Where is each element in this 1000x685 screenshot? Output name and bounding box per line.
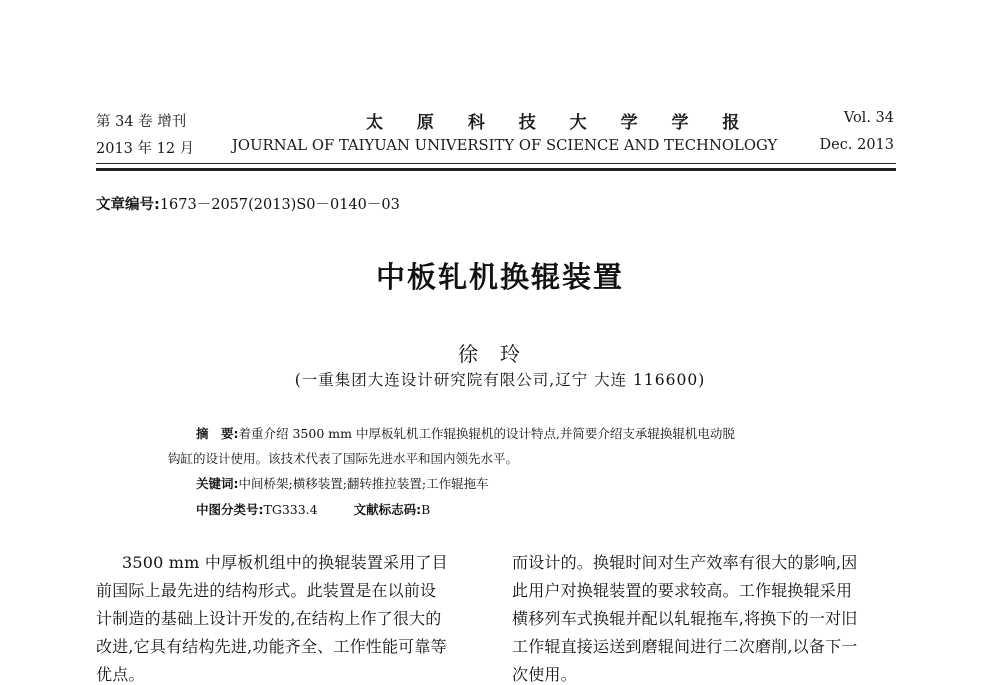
body-right-line-3: 横移列车式换辊并配以轧辊拖车,将换下的一对旧 <box>512 609 858 628</box>
journal-name-en: JOURNAL OF TAIYUAN UNIVERSITY OF SCIENCE AND TECHNOLOGY <box>232 137 778 154</box>
body-right-line-1: 而设计的。换辊时间对生产效率有很大的影响,因 <box>512 553 858 572</box>
article-number <box>96 193 400 214</box>
body-left-line-3: 计制造的基础上设计开发的,在结构上作了很大的 <box>96 609 442 628</box>
classification-value: TG333.4 <box>263 502 318 517</box>
keywords-value: 中间桥架;横移装置;翻转推拉装置;工作辊拖车 <box>238 476 489 491</box>
abstract-label: 摘 要: <box>196 426 239 441</box>
body-left-line-2: 前国际上最先进的结构形式。此装置是在以前设 <box>96 581 437 600</box>
classification-label: 中图分类号: <box>196 502 264 517</box>
body-right-line-5: 次使用。 <box>512 665 577 684</box>
abstract-line-1 <box>196 424 735 442</box>
header-rule-thin <box>96 163 896 164</box>
date-en: Dec. 2013 <box>819 137 894 153</box>
document-code-label: 文献标志码: <box>353 502 422 517</box>
journal-name-cn: 太 原 科 技 大 学 学 报 <box>366 113 754 133</box>
body-left-line-4: 改进,它具有结构先进,功能齐全、工作性能可靠等 <box>96 637 447 656</box>
volume-cn: 第 34 卷 增刊 <box>96 114 187 130</box>
paper-title: 中板轧机换辊装置 <box>375 260 624 294</box>
keywords <box>196 474 489 492</box>
document-code-value: B <box>421 502 431 517</box>
date-cn: 2013 年 12 月 <box>96 141 195 157</box>
article-number-label: 文章编号: <box>96 197 160 213</box>
body-right-line-2: 此用户对换辊装置的要求较高。工作辊换辊采用 <box>512 581 853 600</box>
keywords-label: 关键词: <box>196 476 239 491</box>
header-rule-thick <box>96 168 896 171</box>
classification <box>196 500 430 518</box>
body-right-line-4: 工作辊直接运送到磨辊间进行二次磨削,以备下一 <box>512 637 858 656</box>
author-name: 徐玲 <box>458 342 542 366</box>
abstract-text-2: 钩缸的设计使用。该技术代表了国际先进水平和国内领先水平。 <box>168 451 519 466</box>
body-left-line-5: 优点。 <box>96 665 145 684</box>
body-left-line-1: 3500 mm 中厚板机组中的换辊装置采用了目 <box>122 553 448 572</box>
abstract-text-1: 着重介绍 3500 mm 中厚板轧机工作辊换辊机的设计特点,并简要介绍支承辊换辊机电动脱 <box>238 426 735 441</box>
author-affiliation: (一重集团大连设计研究院有限公司,辽宁 大连 116600) <box>294 371 706 389</box>
volume-en: Vol. 34 <box>843 110 894 126</box>
article-number-value: 1673－2057(2013)S0－0140－03 <box>159 197 400 213</box>
